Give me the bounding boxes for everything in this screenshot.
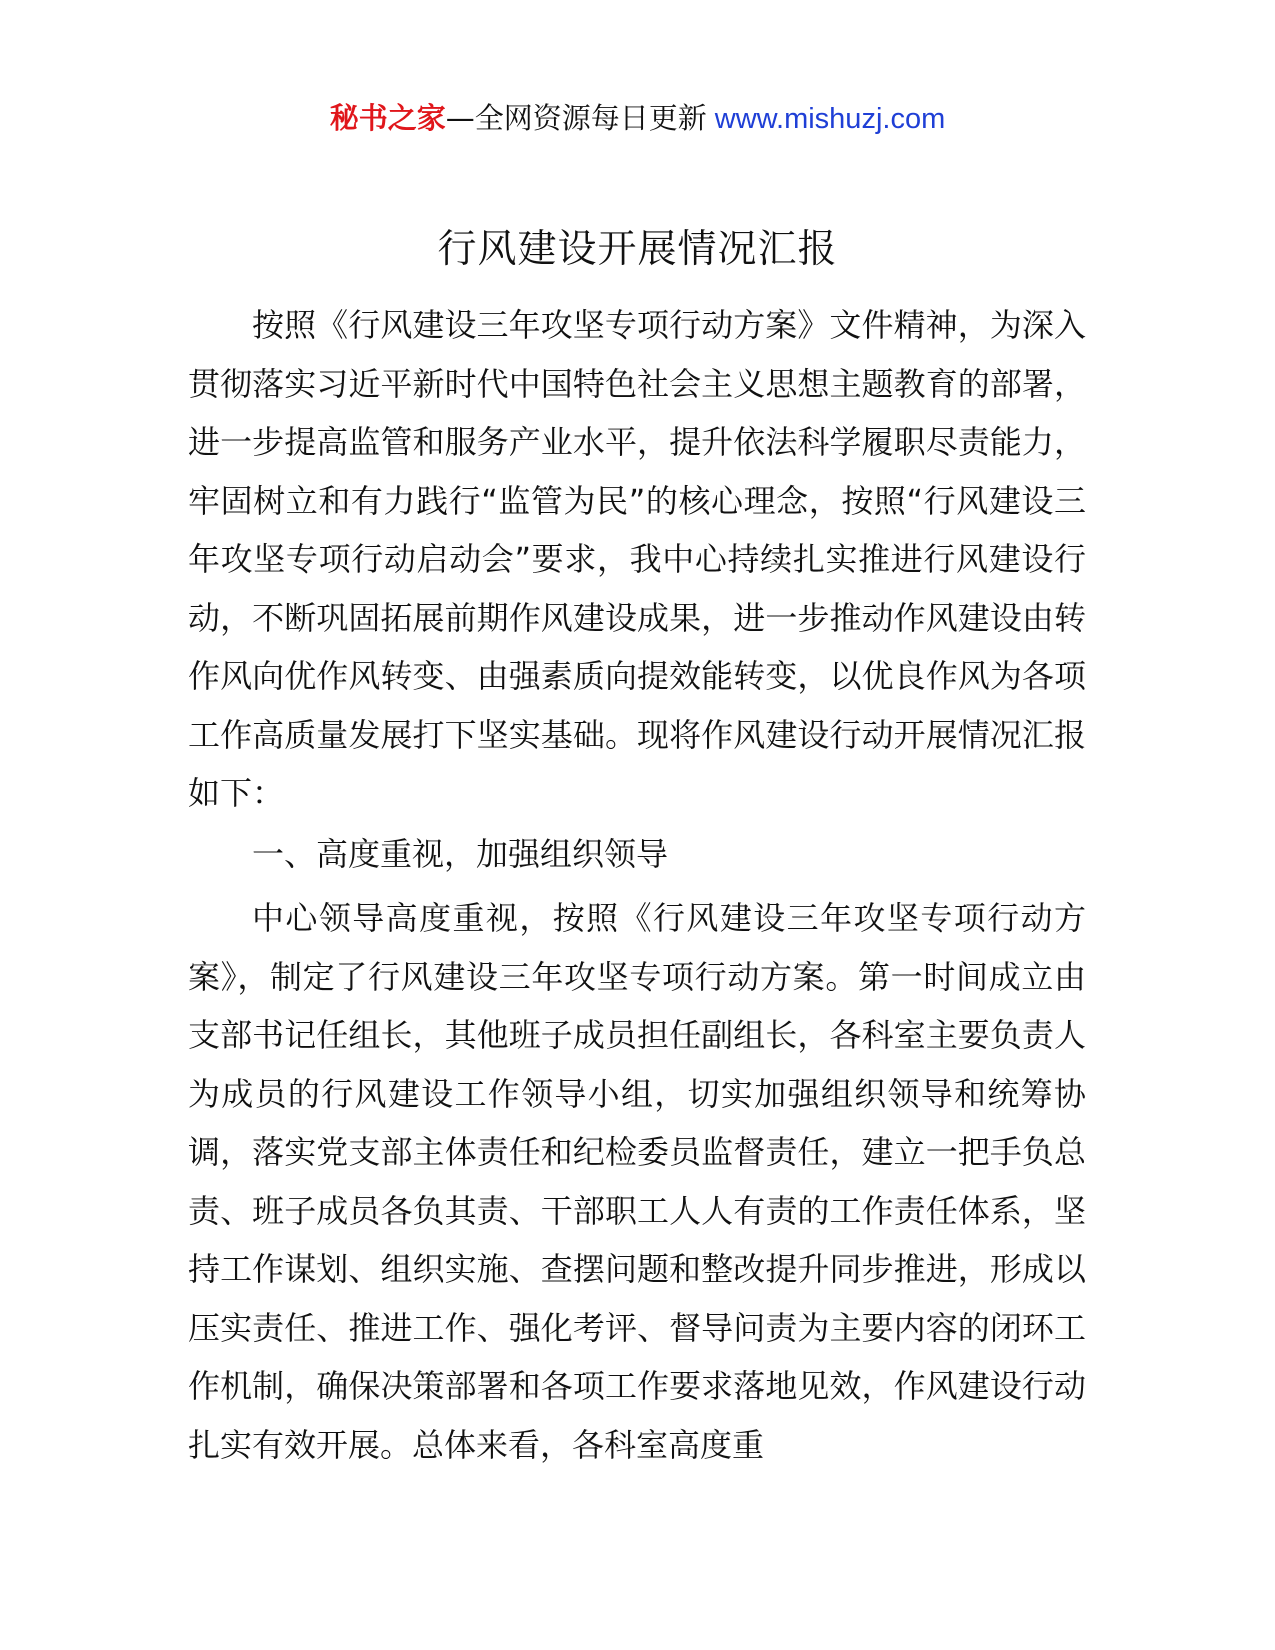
body-paragraph: 中心领导高度重视，按照《行风建设三年攻坚专项行动方案》，制定了行风建设三年攻坚专项行动方案。第一时间成立由支部书记任组长，其他班子成员担任副组长，各科室主要负责人为成员的行风建设工作领导小组，切实加强组织领导和统筹协调，落实党支部主体责任和纪检委员监督责任，建立一把手负总责、班子成员各负其责、干部职工人人有责的工作责任体系，坚持工作谋划、组织实施、查摆问题和整改提升同步推进，形成以压实责任、推进工作、强化考评、督导问责为主要内容的闭环工作机制，确保决策部署和各项工作要求落地见效，作风建设行动扎实有效开展。总体来看，各科室高度重 bbox=[188, 899, 1086, 1464]
document-title: 行风建设开展情况汇报 bbox=[437, 227, 838, 272]
site-header bbox=[0, 98, 1275, 139]
header-tagline: —全网资源每日更新 bbox=[445, 101, 707, 135]
site-url-link[interactable]: www.mishuzj.com bbox=[714, 103, 946, 135]
document-body bbox=[188, 296, 1086, 1474]
intro-paragraph: 按照《行风建设三年攻坚专项行动方案》文件精神，为深入贯彻落实习近平新时代中国特色社会主义思想主题教育的部署，进一步提高监管和服务产业水平，提升依法科学履职尽责能力，牢固树立和有力践行“监管为民”的核心理念，按照“行风建设三年攻坚专项行动启动会”要求，我中心持续扎实推进行风建设行动，不断巩固拓展前期作风建设成果，进一步推动作风建设由转作风向优作风转变、由强素质向提效能转变，以优良作风为各项工作高质量发展打下坚实基础。现将作风建设行动开展情况汇报如下： bbox=[188, 306, 1086, 812]
brand-name: 秘书之家 bbox=[329, 101, 446, 135]
section-heading: 一、高度重视，加强组织领导 bbox=[252, 834, 669, 873]
